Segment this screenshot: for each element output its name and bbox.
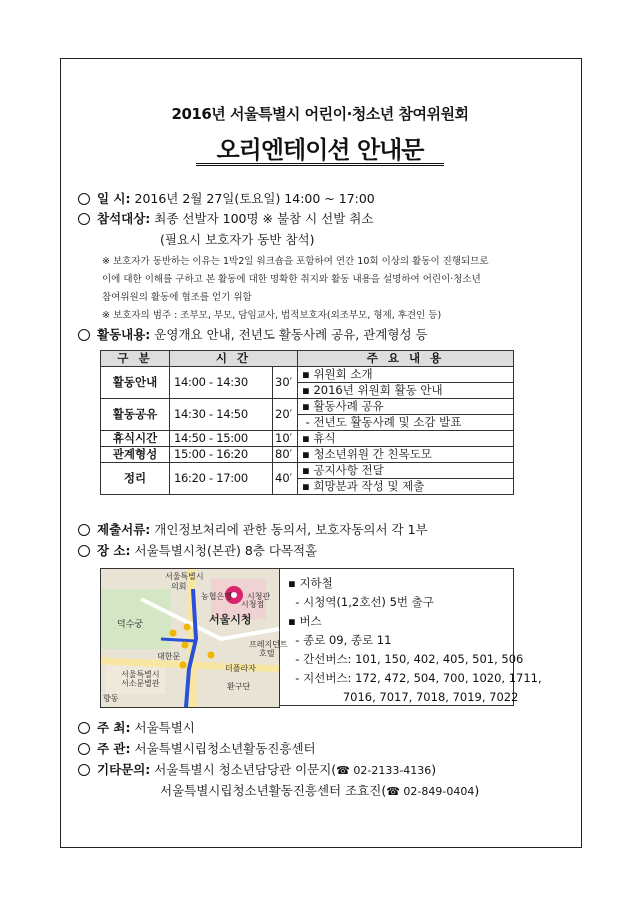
- circle-bullet-icon: [78, 193, 90, 205]
- activities-label: 활동내용:: [97, 327, 151, 342]
- activity-duration: 10′: [273, 431, 298, 447]
- map-label: 프레지던트: [249, 640, 288, 649]
- table-header: 구 분: [101, 351, 170, 367]
- activity-duration: 40′: [273, 463, 298, 495]
- transport-line: - 시청역(1,2호선) 5번 출구: [288, 595, 434, 609]
- date-label: 일 시:: [97, 191, 131, 206]
- target-note: (필요시 보호자가 동반 참석): [160, 232, 315, 247]
- map-label: 농협은행: [201, 592, 232, 601]
- organizer-label: 주 관:: [97, 741, 131, 756]
- activity-time: 15:00 - 16:20: [170, 447, 273, 463]
- document-subtitle: 2016년 서울특별시 어린이·청소년 참여위원회: [171, 105, 469, 123]
- phone-number: ☎ 02-2133-4136: [336, 764, 432, 777]
- organizer-value: 서울특별시립청소년활동진흥센터: [134, 741, 316, 756]
- map-label: 서울특별시: [165, 572, 204, 581]
- contact-line2-suffix: ): [474, 783, 480, 798]
- contact-line1-suffix: ): [431, 762, 437, 777]
- contact-line2: [160, 783, 479, 800]
- organizer-row: [78, 741, 316, 757]
- transport-line: 7016, 7017, 7018, 7019, 7022: [288, 690, 519, 704]
- remark-line: ※ 보호자가 동반하는 이유는 1박2일 워크숍을 포함하여 연간 10회 이상의 활동이 진행되므로: [102, 256, 489, 267]
- transport-line: ▪ 지하철: [288, 576, 333, 590]
- activity-time: 14:00 - 14:30: [170, 367, 273, 399]
- map-label: 서울특별시: [121, 670, 160, 679]
- map-label: 환구단: [227, 682, 251, 691]
- remark-line: 이에 대한 이해를 구하고 본 활동에 대한 명확한 취지와 활동 내용을 설명하여 어린이·청소년: [102, 274, 481, 285]
- activity-time: 16:20 - 17:00: [170, 463, 273, 495]
- transport-line: - 간선버스: 101, 150, 402, 405, 501, 506: [288, 652, 524, 666]
- documents-value: 개인정보처리에 관한 동의서, 보호자동의서 각 1부: [154, 522, 428, 537]
- map-label: 대한문: [157, 652, 181, 661]
- target-row: [78, 211, 373, 227]
- table-header: 시 간: [170, 351, 298, 367]
- contact-label: 기타문의:: [97, 762, 151, 777]
- map-label: 더플라자: [225, 664, 256, 673]
- contact-row: [78, 762, 436, 779]
- title-underline: [196, 163, 444, 166]
- activity-item: ▪ 활동사례 공유: [298, 399, 514, 415]
- place-row: [78, 543, 317, 559]
- activity-name: 활동공유: [101, 399, 170, 431]
- map-label: 서울시청: [209, 613, 252, 626]
- target-value: 최종 선발자 100명 ※ 불참 시 선발 취소: [154, 211, 374, 226]
- activity-name: 활동안내: [101, 367, 170, 399]
- activity-duration: 20′: [273, 399, 298, 431]
- activity-time: 14:50 - 15:00: [170, 431, 273, 447]
- map-label: 시청점: [241, 600, 265, 609]
- activity-item: ▪ 위원회 소개: [298, 367, 514, 383]
- table-header-row: [101, 351, 514, 367]
- table-row: [101, 431, 514, 447]
- circle-bullet-icon: [78, 764, 90, 776]
- location-map: [100, 568, 288, 708]
- transport-line: - 지선버스: 172, 472, 504, 700, 1020, 1711,: [288, 671, 542, 685]
- documents-label: 제출서류:: [97, 522, 151, 537]
- contact-line2-prefix: 서울특별시립청소년활동진흥센터 조효진(: [160, 783, 387, 798]
- schedule-table: [100, 350, 514, 495]
- circle-bullet-icon: [78, 722, 90, 734]
- activity-item: ▪ 공지사항 전달: [298, 463, 514, 479]
- map-label: 향동: [103, 694, 119, 703]
- activity-name: 휴식시간: [101, 431, 170, 447]
- activity-item: ▪ 청소년위원 간 친목도모: [298, 447, 514, 463]
- remark-line: 참여위원의 활동에 협조를 얻기 위함: [102, 292, 252, 303]
- map-label: 시청관: [247, 592, 271, 601]
- document-title: 오리엔테이션 안내문: [216, 136, 424, 164]
- circle-bullet-icon: [78, 545, 90, 557]
- host-label: 주 최:: [97, 720, 131, 735]
- table-row: [101, 463, 514, 479]
- activities-value: 운영개요 안내, 전년도 활동사례 공유, 관계형성 등: [154, 327, 428, 342]
- contact-line1-prefix: 서울특별시 청소년담당관 이문지(: [154, 762, 337, 777]
- circle-bullet-icon: [78, 743, 90, 755]
- circle-bullet-icon: [78, 329, 90, 341]
- place-value: 서울특별시청(본관) 8층 다목적홀: [134, 543, 318, 558]
- host-row: [78, 720, 195, 736]
- map-label: 덕수궁: [117, 620, 144, 630]
- documents-row: [78, 522, 428, 538]
- transport-line: - 종로 09, 종로 11: [288, 633, 392, 647]
- map-label: 서소문별관: [121, 679, 160, 688]
- activity-item: ▪ 휴식: [298, 431, 514, 447]
- table-row: [101, 367, 514, 383]
- date-value: 2016년 2월 27일(토요일) 14:00 ~ 17:00: [134, 191, 375, 206]
- table-header: 주 요 내 용: [298, 351, 514, 367]
- remark-line: ※ 보호자의 범주 : 조부모, 부모, 담임교사, 법적보호자(외조부모, 형제, 후견인 등): [102, 310, 442, 321]
- map-label: 호텔: [259, 649, 275, 658]
- phone-number: ☎ 02-849-0404: [386, 785, 475, 798]
- activity-name: 정리: [101, 463, 170, 495]
- table-row: [101, 447, 514, 463]
- circle-bullet-icon: [78, 524, 90, 536]
- activity-time: 14:30 - 14:50: [170, 399, 273, 431]
- activity-item: - 전년도 활동사례 및 소감 발표: [298, 415, 514, 431]
- activities-row: [78, 327, 428, 343]
- table-row: [101, 399, 514, 415]
- target-label: 참석대상:: [97, 211, 151, 226]
- host-value: 서울특별시: [134, 720, 195, 735]
- activity-duration: 30′: [273, 367, 298, 399]
- activity-item: ▪ 2016년 위원회 활동 안내: [298, 383, 514, 399]
- circle-bullet-icon: [78, 213, 90, 225]
- activity-duration: 80′: [273, 447, 298, 463]
- transport-line: ▪ 버스: [288, 614, 322, 628]
- date-row: [78, 191, 375, 207]
- activity-name: 관계형성: [101, 447, 170, 463]
- place-label: 장 소:: [97, 543, 131, 558]
- map-label: 의회: [171, 582, 187, 591]
- activity-item: ▪ 희망분과 작성 및 제출: [298, 479, 514, 495]
